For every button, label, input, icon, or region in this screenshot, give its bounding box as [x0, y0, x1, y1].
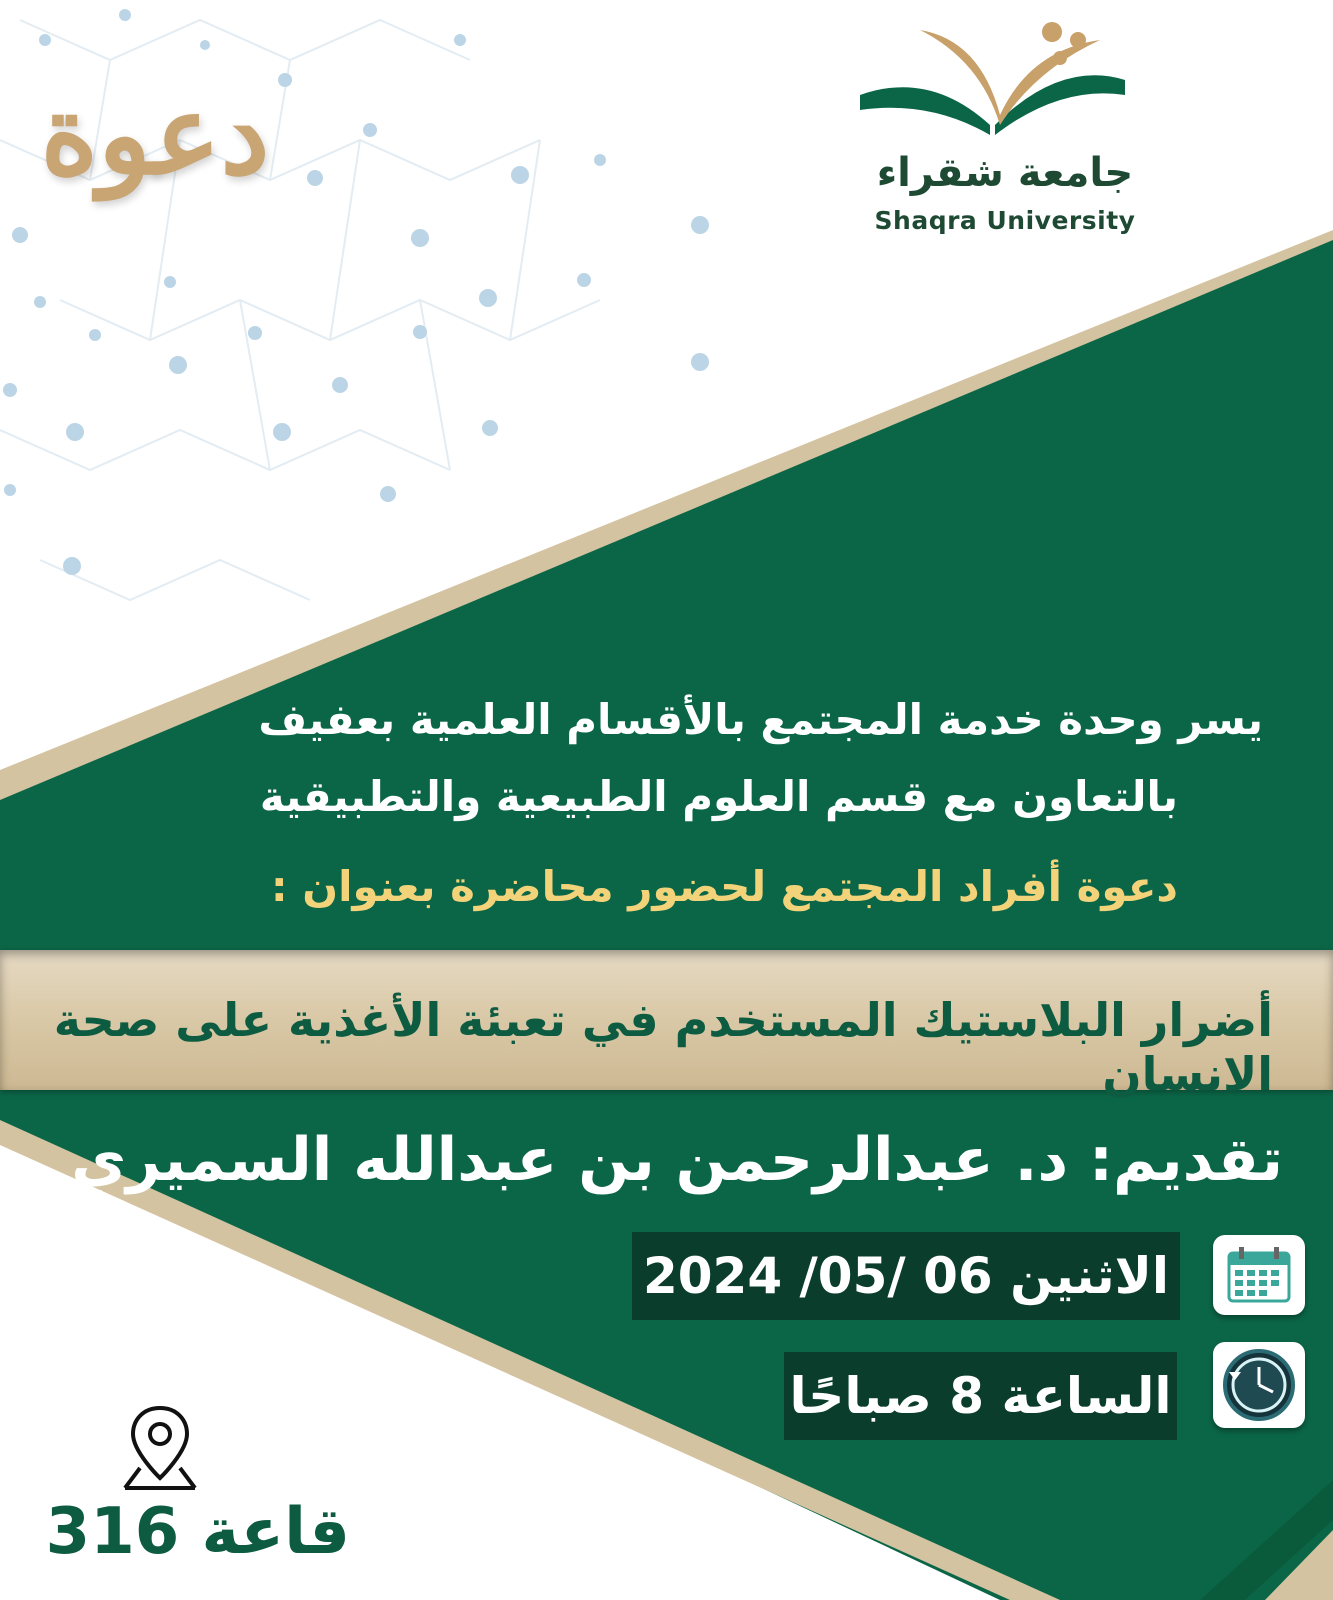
university-name-english: Shaqra University	[874, 206, 1136, 235]
logo-book-left	[860, 87, 990, 135]
calendar-tile	[1213, 1235, 1305, 1315]
logo-book-right	[995, 75, 1125, 135]
presenter: تقديم: د. عبدالرحمن بن عبدالله السميري	[71, 1125, 1283, 1195]
time-box: الساعة 8 صباحًا	[784, 1352, 1177, 1440]
clock-icon	[1213, 1342, 1305, 1428]
invitation-badge: دعوة	[40, 70, 270, 199]
intro-line-3: دعوة أفراد المجتمع لحضور محاضرة بعنوان :	[270, 862, 1178, 911]
logo-dot-2	[1070, 32, 1086, 48]
date-box: الاثنين 06 /05/ 2024	[632, 1232, 1180, 1320]
intro-line-1: يسر وحدة خدمة المجتمع بالأقسام العلمية بعفيف	[258, 695, 1263, 744]
university-name-arabic: جامعة شقراء	[876, 150, 1134, 196]
lecture-title: أضرار البلاستيك المستخدم في تعبئة الأغذية على صحة الانسان	[53, 993, 1273, 1101]
logo-dot-1	[1042, 22, 1062, 42]
clock-tile	[1213, 1342, 1305, 1428]
logo-dot-3	[1053, 51, 1067, 65]
room-number: قاعة 316	[45, 1495, 350, 1569]
calendar-icon	[1213, 1235, 1305, 1315]
location-pin-icon	[115, 1400, 205, 1495]
intro-line-2: بالتعاون مع قسم العلوم الطبيعية والتطبيقية	[259, 772, 1178, 821]
